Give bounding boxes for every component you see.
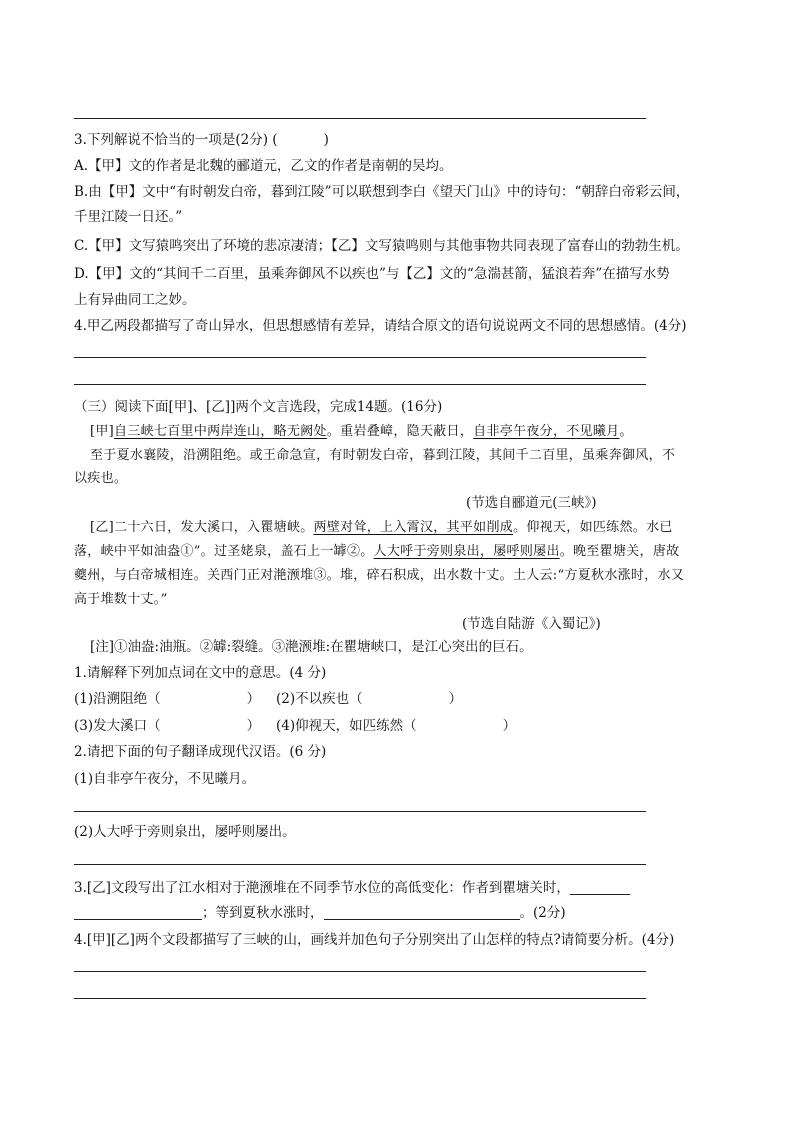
option-d-line-2: 上有异曲同工之妙。 (74, 292, 196, 308)
question-3-line-2: ；等到夏秋水涨时， 。(2分) (74, 903, 566, 923)
answer-line (74, 998, 646, 999)
answer-line (74, 384, 646, 385)
answer-line (74, 118, 646, 119)
question-1-item-4: (4)仰视天，如匹练然（ ） (276, 718, 517, 734)
option-c: C.【甲】文写猿鸣突出了环境的悲凉凄清；【乙】文写猿鸣则与其他事物共同表现了富春山的勃勃生机。 (74, 238, 689, 254)
question-1-item-1: (1)沿溯阻绝（ ） (74, 691, 261, 707)
underlined-sentence: 两壁对耸，上入霄汉，其平如削成 (313, 520, 514, 535)
passage-yi-line-2: 落，峡中平如油盎①”。过圣姥泉，盖石上一罅②。人大呼于旁则泉出，屡呼则屡出。晚至瞿塘关，唐故 (74, 544, 680, 559)
question-1-item-2: (2)不以疾也（ ） (276, 691, 463, 707)
answer-line (74, 864, 646, 865)
question-3-line-1: 3.[乙]文段写出了江水相对于滟滪堆在不同季节水位的高低变化：作者到瞿塘关时， (74, 878, 630, 898)
question-1-stem: 1.请解释下列加点词在文中的意思。(4 分) (74, 665, 327, 681)
underlined-sentence: 自非亭午夜分，不见曦月 (473, 424, 620, 439)
passage-yi-line-4: 高于堆数十丈。” (74, 592, 168, 607)
answer-line (74, 811, 646, 812)
answer-line (74, 971, 646, 972)
question-2-stem: 2.请把下面的句子翻译成现代汉语。(6 分) (74, 744, 327, 760)
question-4-stem: 4.甲乙两段都描写了奇山异水，但思想感情有差异，请结合原文的语句说说两文不同的思想感情。(4分) (74, 318, 687, 334)
passage-jia-source: (节选自郦道元(三峡》) (466, 495, 597, 511)
option-b-line-2: 千里江陵一日还。” (74, 209, 183, 225)
underlined-sentence: 自三峡七百里中两岸连山，略无阙处 (114, 424, 327, 439)
annotation-note: [注]①油盎:油瓶。②罅:裂缝。③滟滪堆:在瞿塘峡口，是江心突出的巨石。 (90, 639, 533, 655)
answer-line (74, 357, 646, 358)
question-2-sentence-1: (1)自非亭午夜分，不见曦月。 (74, 771, 256, 787)
fill-blank[interactable] (324, 904, 520, 920)
passage-jia-line-1: [甲]自三峡七百里中两岸连山，略无阙处。重岩叠嶂，隐天蔽日，自非亭午夜分，不见曦月。 (90, 424, 633, 439)
fill-blank[interactable] (74, 904, 202, 920)
passage-yi-line-3: 夔州，与白帝城相连。关西门正对滟滪堆③。堆，碎石积成，出水数十丈。土人云:“方夏秋水涨时，水又 (74, 568, 685, 583)
option-a: A.【甲】文的作者是北魏的郦道元，乙文的作者是南朝的吴均。 (74, 158, 453, 174)
question-4-stem: 4.[甲][乙]两个文段都描写了三峡的山，画线并加色句子分别突出了山怎样的特点?请简要分析。(4分) (74, 932, 675, 948)
option-b-line-1: B.由【甲】文中“有时朝发白帝，暮到江陵”可以联想到李白《望天门山》中的诗句：“朝辞白帝彩云间， (74, 184, 690, 200)
passage-jia-line-3: 以疾也。 (74, 471, 128, 486)
section-heading: （三）阅读下面[甲]、[乙]]两个文言选段，完成14题。(16分) (74, 399, 443, 415)
underlined-sentence: 人大呼于旁则泉出，屡呼则屡出 (373, 544, 560, 559)
passage-yi-line-1: [乙]二十六日，发大溪口，入瞿塘峡。两壁对耸，上入霄汉，其平如削成。仰视天，如匹练然。水已 (90, 520, 673, 535)
question-3-stem: 3.下列解说不恰当的一项是(2分) ( ) (74, 132, 329, 148)
question-1-item-3: (3)发大溪口（ ） (74, 718, 261, 734)
passage-yi-source: (节选自陆游《入蜀记》) (462, 616, 601, 632)
passage-jia-line-2: 至于夏水襄陵，沿溯阻绝。或王命急宣，有时朝发白帝，暮到江陵，其间千二百里，虽乘奔御风，不 (90, 448, 676, 463)
fill-blank[interactable] (570, 879, 630, 895)
option-d-line-1: D.【甲】文的“其间千二百里，虽乘奔御风不以疾也”与【乙】文的“急湍甚箭，猛浪若奔”在描写水势 (74, 266, 670, 282)
question-2-sentence-2: (2)人大呼于旁则泉出，屡呼则屡出。 (74, 824, 296, 840)
